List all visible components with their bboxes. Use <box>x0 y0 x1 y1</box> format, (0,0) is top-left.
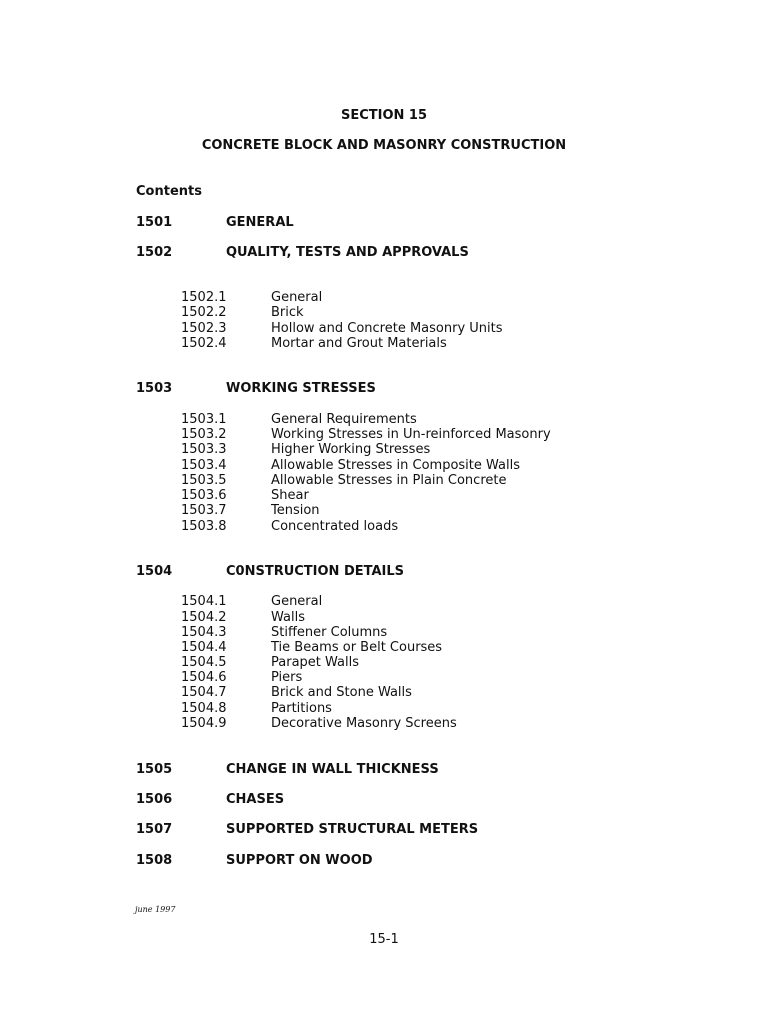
toc-subsection-title: Brick <box>271 305 304 320</box>
toc-section-row <box>0 853 768 869</box>
toc-subsection-number: 1503.4 <box>181 458 227 473</box>
toc-subsection-row <box>0 610 768 626</box>
toc-section-title: GENERAL <box>226 215 294 230</box>
toc-section-number: 1506 <box>136 792 173 807</box>
toc-subsection-number: 1504.7 <box>181 685 227 700</box>
toc-section-number: 1508 <box>136 853 173 868</box>
section-heading: SECTION 15 <box>340 108 428 123</box>
page-number: 15-1 <box>369 932 399 947</box>
toc-subsection-number: 1504.9 <box>181 716 227 731</box>
contents-label: Contents <box>136 184 202 199</box>
toc-section-title: SUPPORTED STRUCTURAL METERS <box>226 822 479 837</box>
toc-subsection-title: Hollow and Concrete Masonry Units <box>271 321 503 336</box>
toc-subsection-number: 1503.5 <box>181 473 227 488</box>
toc-subsection-title: Allowable Stresses in Plain Concrete <box>271 473 507 488</box>
toc-subsection-row <box>0 701 768 717</box>
toc-section-title: WORKING STRESSES <box>226 381 376 396</box>
toc-subsection-row <box>0 655 768 671</box>
toc-subsection-number: 1503.2 <box>181 427 227 442</box>
toc-section-number: 1504 <box>136 564 173 579</box>
toc-subsection-row <box>0 427 768 443</box>
toc-subsection-row <box>0 670 768 686</box>
toc-subsection-number: 1504.4 <box>181 640 227 655</box>
toc-subsection-title: General Requirements <box>271 412 417 427</box>
toc-subsection-row <box>0 321 768 337</box>
toc-subsection-title: Walls <box>271 610 305 625</box>
toc-subsection-row <box>0 458 768 474</box>
toc-section-number: 1503 <box>136 381 173 396</box>
toc-subsection-number: 1502.4 <box>181 336 227 351</box>
toc-subsection-row <box>0 594 768 610</box>
toc-subsection-title: General <box>271 290 323 305</box>
toc-subsection-number: 1504.6 <box>181 670 227 685</box>
toc-section-title: QUALITY, TESTS AND APPROVALS <box>226 245 469 260</box>
toc-subsection-row <box>0 640 768 656</box>
toc-subsection-title: Tension <box>271 503 320 518</box>
toc-section-title: CHASES <box>226 792 285 807</box>
toc-subsection-number: 1503.7 <box>181 503 227 518</box>
toc-subsection-row <box>0 473 768 489</box>
toc-subsection-number: 1502.2 <box>181 305 227 320</box>
toc-subsection-title: Higher Working Stresses <box>271 442 431 457</box>
toc-subsection-title: Stiffener Columns <box>271 625 388 640</box>
toc-subsection-title: General <box>271 594 323 609</box>
toc-subsection-row <box>0 625 768 641</box>
toc-subsection-number: 1504.2 <box>181 610 227 625</box>
toc-subsection-number: 1503.6 <box>181 488 227 503</box>
toc-section-number: 1505 <box>136 762 173 777</box>
toc-subsection-title: Brick and Stone Walls <box>271 685 412 700</box>
toc-section-number: 1501 <box>136 215 173 230</box>
toc-subsection-row <box>0 519 768 535</box>
toc-section-title: CHANGE IN WALL THICKNESS <box>226 762 439 777</box>
toc-subsection-title: Tie Beams or Belt Courses <box>271 640 443 655</box>
toc-subsection-number: 1504.8 <box>181 701 227 716</box>
footer-date: june 1997 <box>135 905 176 914</box>
toc-subsection-title: Partitions <box>271 701 332 716</box>
toc-subsection-title: Parapet Walls <box>271 655 359 670</box>
toc-subsection-title: Shear <box>271 488 309 503</box>
toc-section-row <box>0 762 768 778</box>
toc-subsection-title: Mortar and Grout Materials <box>271 336 447 351</box>
toc-subsection-title: Concentrated loads <box>271 519 399 534</box>
toc-section-row <box>0 792 768 808</box>
toc-section-row <box>0 564 768 580</box>
toc-subsection-title: Working Stresses in Un-reinforced Masonry <box>271 427 551 442</box>
toc-subsection-row <box>0 290 768 306</box>
toc-subsection-number: 1503.1 <box>181 412 227 427</box>
toc-section-row <box>0 822 768 838</box>
toc-subsection-title: Allowable Stresses in Composite Walls <box>271 458 520 473</box>
toc-subsection-number: 1504.5 <box>181 655 227 670</box>
toc-section-row <box>0 381 768 397</box>
toc-section-row <box>0 245 768 261</box>
toc-subsection-number: 1502.3 <box>181 321 227 336</box>
toc-subsection-row <box>0 336 768 352</box>
toc-section-title: SUPPORT ON WOOD <box>226 853 373 868</box>
toc-subsection-number: 1503.3 <box>181 442 227 457</box>
toc-subsection-row <box>0 716 768 732</box>
toc-subsection-number: 1504.1 <box>181 594 227 609</box>
toc-subsection-row <box>0 685 768 701</box>
toc-subsection-row <box>0 503 768 519</box>
toc-subsection-title: Piers <box>271 670 303 685</box>
toc-subsection-row <box>0 442 768 458</box>
toc-subsection-number: 1504.3 <box>181 625 227 640</box>
toc-subsection-number: 1502.1 <box>181 290 227 305</box>
document-title: CONCRETE BLOCK AND MASONRY CONSTRUCTION <box>201 138 567 153</box>
toc-subsection-row <box>0 412 768 428</box>
toc-subsection-row <box>0 305 768 321</box>
toc-section-row <box>0 215 768 231</box>
toc-subsection-row <box>0 488 768 504</box>
toc-section-number: 1507 <box>136 822 173 837</box>
toc-section-number: 1502 <box>136 245 173 260</box>
toc-section-title: C0NSTRUCTION DETAILS <box>226 564 405 579</box>
toc-subsection-title: Decorative Masonry Screens <box>271 716 457 731</box>
toc-subsection-number: 1503.8 <box>181 519 227 534</box>
